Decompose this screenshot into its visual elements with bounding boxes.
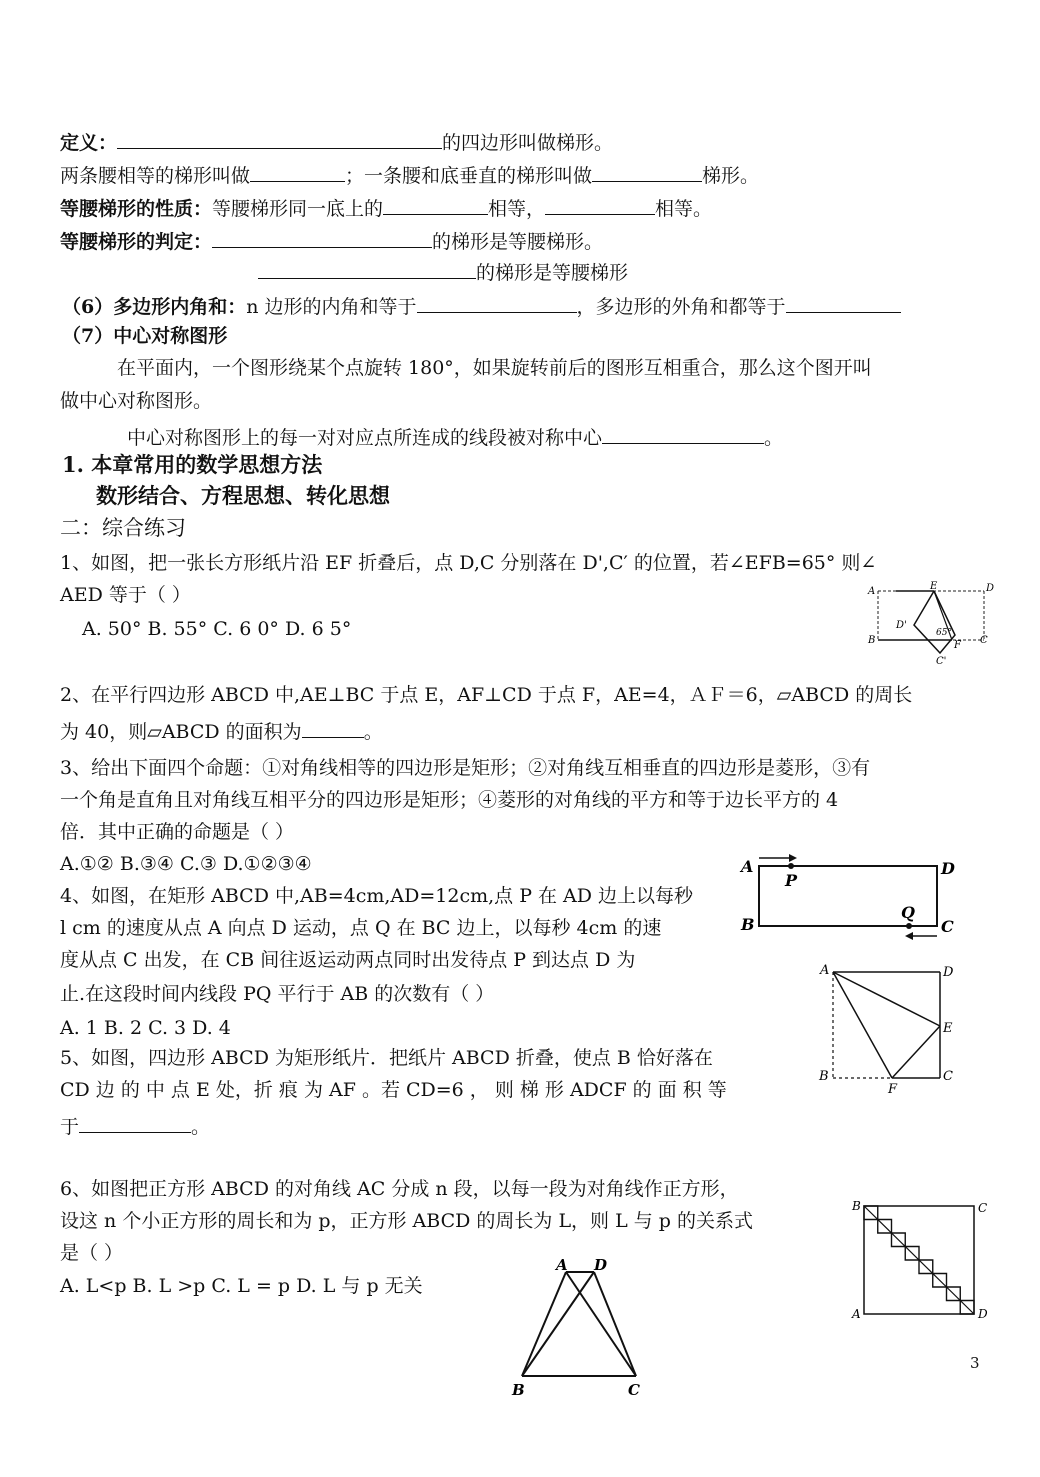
fig-square-diagonal: [848, 1196, 993, 1326]
answer-blank[interactable]: [212, 227, 432, 248]
fig2-arrowhead-q: [905, 932, 913, 940]
answer-blank[interactable]: [250, 161, 345, 182]
q3-line-2: 一个角是直角且对角线互相平分的四边形是矩形；④菱形的对角线的平方和等于边长平方的 4: [60, 789, 839, 811]
fig3-label-A: A: [820, 963, 830, 978]
text: 的梯形是等腰梯形: [476, 262, 629, 284]
text: ，多边形的外角和都等于: [576, 296, 786, 318]
q3-line-3: 倍．其中正确的命题是（ ）: [60, 821, 295, 843]
definition-line: [60, 128, 613, 155]
fig5-label-D: D: [594, 1256, 608, 1274]
fig-folded-rectangle: [866, 580, 996, 668]
answer-blank[interactable]: [602, 423, 764, 444]
q4-line-2: l cm 的速度从点 A 向点 D 运动，点 Q 在 BC 边上，以每秒 4cm 的速: [60, 917, 662, 939]
fig4-label-A: A: [852, 1307, 861, 1321]
fig2-point-p: [788, 863, 794, 869]
fig1-label-C: C: [980, 635, 988, 646]
text: 。: [363, 721, 383, 743]
central-symmetry-text-3: [127, 423, 783, 450]
text: 于: [60, 1116, 80, 1138]
text: 。: [191, 1116, 211, 1138]
polygon-angles-line: [62, 292, 901, 319]
text: 的梯形是等腰梯形。: [432, 231, 604, 253]
central-symmetry-heading: （7）中心对称图形: [62, 325, 228, 347]
q5-line-1: 5、如图，四边形 ABCD 为矩形纸片．把纸片 ABCD 折叠，使点 B 恰好落在: [60, 1047, 713, 1069]
isosceles-properties-line: [60, 194, 712, 221]
q4-line-3: 度从点 C 出发，在 CB 间往返运动两点同时出发待点 P 到达点 D 为: [60, 949, 636, 971]
q4-line-4: 止.在这段时间内线段 PQ 平行于 AB 的次数有（ ）: [60, 983, 495, 1005]
fig3-label-D: D: [943, 965, 954, 980]
fig2-label-A: A: [741, 857, 754, 876]
answer-blank[interactable]: [545, 194, 655, 215]
fig5-label-C: C: [628, 1381, 640, 1399]
text: 梯形。: [702, 165, 760, 187]
q1-options: A. 50° B. 55° C. 6 0° D. 6 5°: [82, 618, 352, 640]
fig2-label-D: D: [941, 859, 955, 878]
q1-line-2: AED 等于（ ）: [60, 584, 191, 606]
fig-folded-paper: [815, 960, 960, 1095]
isosceles-criteria-line-2: [258, 258, 628, 285]
q6-options: A. L<p B. L >p C. L = p D. L 与 p 无关: [60, 1275, 423, 1297]
fig1-label-B: B: [868, 635, 876, 646]
answer-blank[interactable]: [302, 717, 364, 738]
q6-line-1: 6、如图把正方形 ABCD 的对角线 AC 分成 n 段，以每一段为对角线作正方形，: [60, 1178, 739, 1200]
fig4-label-C: C: [978, 1201, 988, 1215]
fig1-label-Dp: D': [896, 620, 907, 631]
fig5-leg-ab: [522, 1272, 566, 1376]
fig1-label-E: E: [930, 581, 938, 592]
answer-blank[interactable]: [117, 128, 442, 149]
fig5-label-A: A: [556, 1256, 568, 1274]
definition-label: 定义：: [60, 132, 118, 154]
text: 中心对称图形上的每一对对应点所连成的线段被对称中心: [127, 427, 603, 449]
q4-options: A. 1 B. 2 C. 3 D. 4: [60, 1017, 231, 1039]
trapezoid-types-line: [60, 161, 759, 188]
criteria-label: 等腰梯形的判定：: [60, 231, 213, 253]
fig-moving-points-rectangle: [737, 850, 967, 940]
fig1-label-A: A: [868, 586, 876, 597]
fig2-arrowhead-p: [789, 854, 797, 862]
answer-blank[interactable]: [592, 161, 702, 182]
answer-blank[interactable]: [258, 258, 476, 279]
text: ；一条腰和底垂直的梯形叫做: [345, 165, 593, 187]
fig3-label-F: F: [888, 1082, 898, 1095]
fig5-diagonal-bd: [522, 1272, 594, 1376]
fig3-ae-segment: [833, 972, 940, 1026]
answer-blank[interactable]: [786, 292, 901, 313]
page-number: 3: [970, 1354, 980, 1372]
fig2-point-q: [906, 923, 912, 929]
practice-heading: 二：综合练习: [60, 516, 186, 540]
fig1-label-Cp: C': [936, 656, 947, 667]
fig1-angle-label: 65°: [936, 628, 952, 638]
fig3-label-C: C: [943, 1069, 953, 1084]
answer-blank[interactable]: [79, 1112, 191, 1133]
fig3-label-B: B: [819, 1069, 829, 1084]
text: 相等。: [655, 198, 713, 220]
fig2-label-B: B: [741, 915, 755, 934]
fig2-label-P: P: [785, 871, 798, 890]
fig3-crease-af: [833, 972, 892, 1078]
central-symmetry-text-1: 在平面内，一个图形绕某个点旋转 180°，如果旋转前后的图形互相重合，那么这个图开叫: [117, 357, 872, 379]
text: 等腰梯形同一底上的: [212, 198, 384, 220]
text: 相等，: [488, 198, 546, 220]
text: 的四边形叫做梯形。: [442, 132, 614, 154]
q2-line-2: [60, 717, 383, 744]
central-symmetry-text-2: 做中心对称图形。: [60, 390, 213, 412]
answer-blank[interactable]: [383, 194, 488, 215]
q5-line-2: CD 边 的 中 点 E 处，折 痕 为 AF 。若 CD=6 ， 则 梯 形 ADCF 的 面 积 等: [60, 1079, 727, 1101]
q3-options: A.①② B.③④ C.③ D.①②③④: [60, 853, 312, 875]
isosceles-criteria-line: [60, 227, 603, 254]
fig-isosceles-trapezoid: [508, 1252, 653, 1400]
q3-line-1: 3、给出下面四个命题：①对角线相等的四边形是矩形；②对角线互相垂直的四边形是菱形，③有: [60, 757, 871, 779]
q6-line-3: 是（ ）: [60, 1242, 124, 1264]
q1-line-1: 1、如图，把一张长方形纸片沿 EF 折叠后，点 D,C 分别落在 D',C′ 的位置，若∠EFB=65° 则∠: [60, 552, 877, 574]
fig1-label-D: D: [986, 583, 995, 594]
thinking-methods-list: 数形结合、方程思想、转化思想: [96, 483, 390, 508]
q5-line-3: [60, 1112, 210, 1139]
text: 。: [764, 427, 784, 449]
text: 两条腰相等的梯形叫做: [60, 165, 251, 187]
text: 为 40，则▱ABCD 的面积为: [60, 721, 302, 743]
answer-blank[interactable]: [417, 292, 577, 313]
fig3-fe-segment: [892, 1026, 940, 1078]
q2-line-1: 2、在平行四边形 ABCD 中,AE⊥BC 于点 E，AF⊥CD 于点 F，AE=4，ＡＦ＝6，▱ABCD 的周长: [60, 684, 913, 706]
thinking-methods-heading: 1. 本章常用的数学思想方法: [62, 452, 323, 477]
fig3-label-E: E: [943, 1021, 953, 1036]
fig4-label-B: B: [852, 1199, 861, 1213]
fig1-label-F: F: [954, 640, 961, 651]
fig4-label-D: D: [978, 1307, 988, 1321]
fig5-label-B: B: [512, 1381, 525, 1399]
q4-line-1: 4、如图，在矩形 ABCD 中,AB=4cm,AD=12cm,点 P 在 AD 边上以每秒: [60, 885, 694, 907]
fig2-label-C: C: [941, 917, 954, 936]
properties-label: 等腰梯形的性质：: [60, 198, 213, 220]
fig1-folded-part: [914, 591, 955, 653]
polygon-label: （6）多边形内角和：: [62, 296, 247, 318]
q6-line-2: 设这 n 个小正方形的周长和为 p，正方形 ABCD 的周长为 L，则 L 与 p 的关系式: [60, 1210, 754, 1232]
fig2-label-Q: Q: [901, 903, 915, 922]
text: n 边形的内角和等于: [246, 296, 417, 318]
